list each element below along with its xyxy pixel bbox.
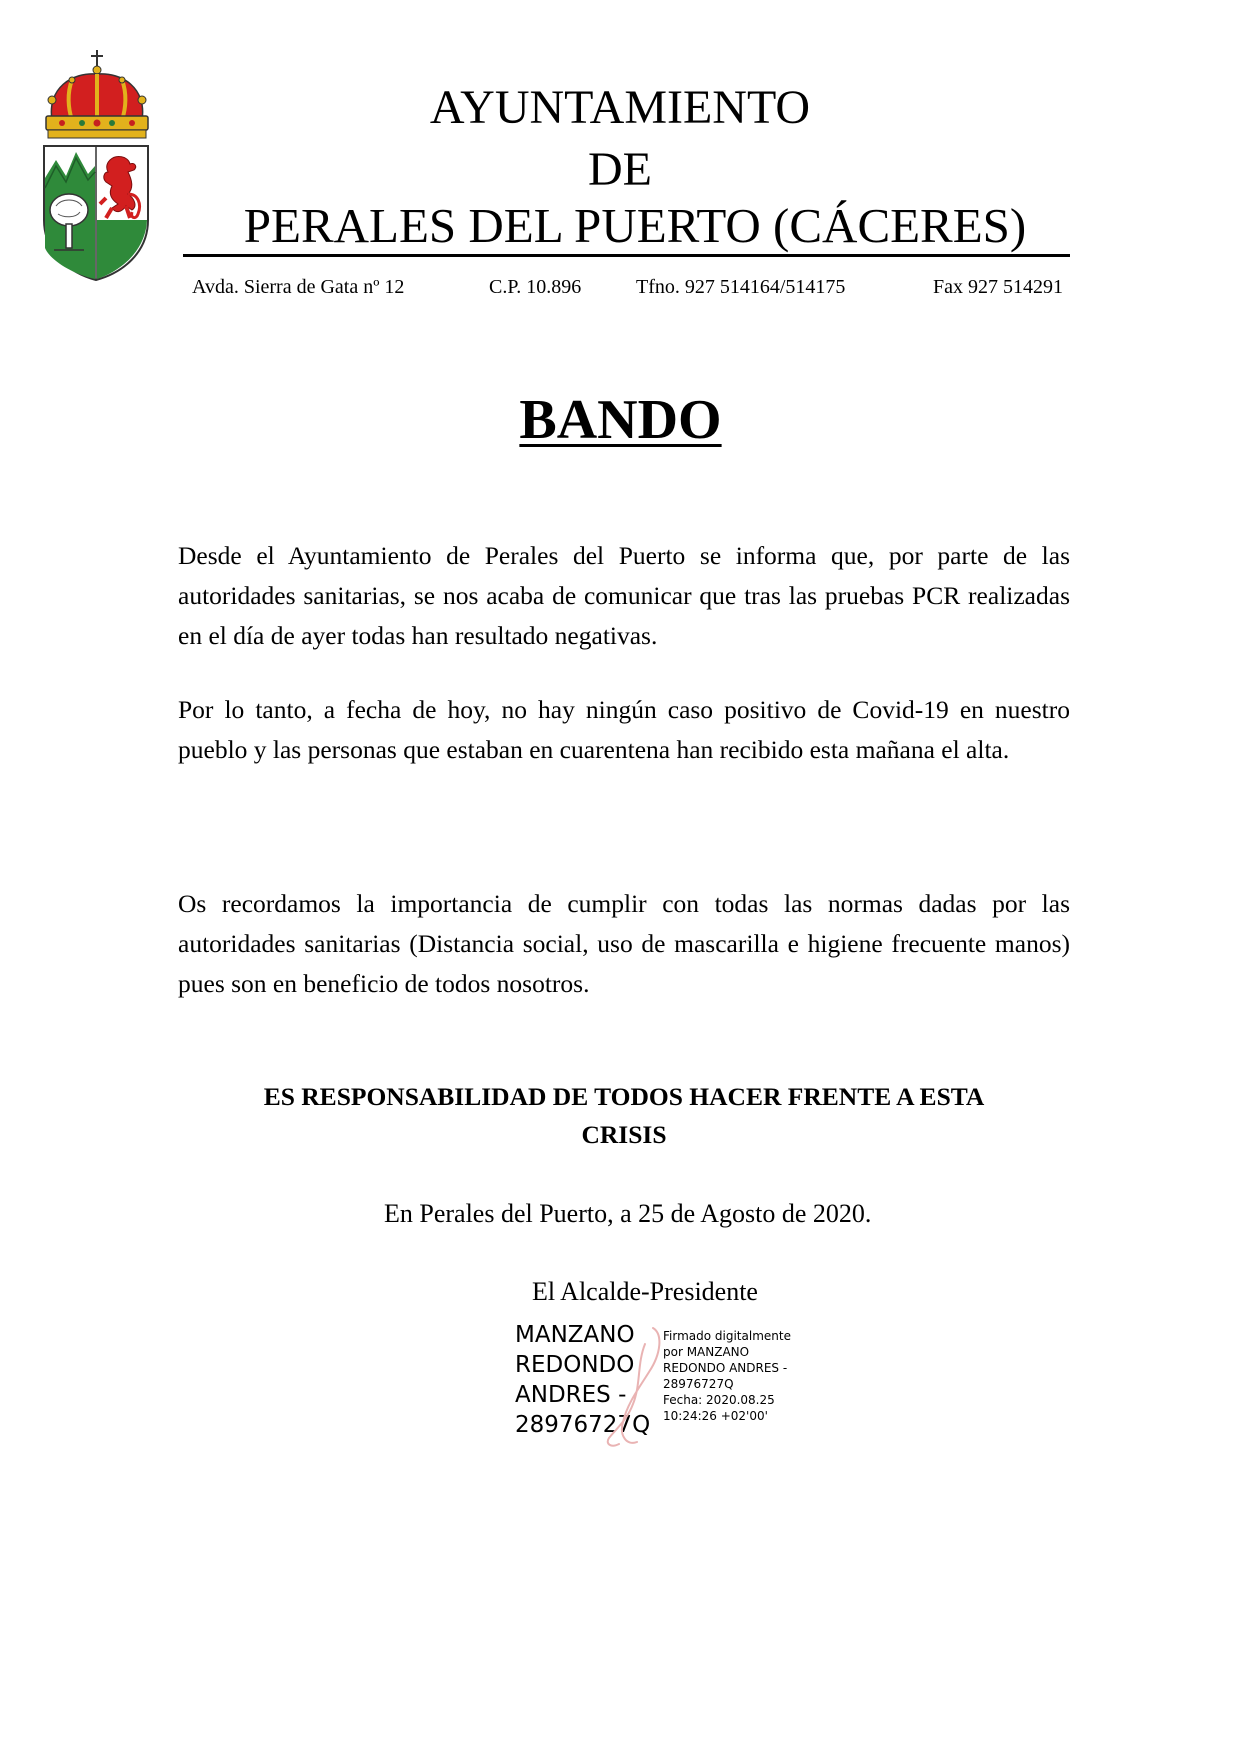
signature-detail-line: REDONDO ANDRES - bbox=[663, 1361, 788, 1375]
signature-name-line: REDONDO bbox=[515, 1352, 635, 1378]
slogan-line2: CRISIS bbox=[581, 1120, 667, 1149]
header-divider bbox=[183, 254, 1070, 257]
fax-text: Fax 927 514291 bbox=[933, 276, 1063, 298]
postal-code-text: C.P. 10.896 bbox=[489, 276, 582, 298]
crown-icon bbox=[46, 50, 148, 138]
coat-of-arms-icon bbox=[42, 48, 172, 288]
signature-detail-line: 28976727Q bbox=[663, 1377, 734, 1391]
signature-detail-line: Firmado digitalmente bbox=[663, 1329, 791, 1343]
responsibility-slogan bbox=[178, 1078, 1070, 1154]
signature-name-line: 28976727Q bbox=[515, 1412, 651, 1438]
document-title-text: BANDO bbox=[519, 389, 722, 451]
paragraph-pcr-results: Desde el Ayuntamiento de Perales del Puerto se informa que, por parte de las autoridades sanitarias, se nos acaba de comunicar que tras las pruebas PCR realizadas en el día de ayer todas han resultado negativas. bbox=[178, 541, 1070, 650]
signature-name-line: MANZANO bbox=[515, 1322, 635, 1348]
digital-signature bbox=[515, 1320, 815, 1450]
signer-role: El Alcalde-Presidente bbox=[532, 1277, 758, 1306]
municipality-title-line1: AYUNTAMIENTO bbox=[429, 81, 811, 134]
signature-detail-line: 10:24:26 +02'00' bbox=[663, 1409, 768, 1423]
paragraph-no-cases: Por lo tanto, a fecha de hoy, no hay ningún caso positivo de Covid-19 en nuestro pueblo y las personas que estaban en cuarentena han recibido esta mañana el alta. bbox=[178, 695, 1070, 764]
signature-name-line: ANDRES - bbox=[515, 1382, 627, 1408]
document-title bbox=[0, 388, 1241, 452]
signature-detail-line: por MANZANO bbox=[663, 1345, 750, 1359]
phone-text: Tfno. 927 514164/514175 bbox=[636, 276, 846, 298]
signature-detail-line: Fecha: 2020.08.25 bbox=[663, 1393, 775, 1407]
signature-details bbox=[663, 1328, 791, 1424]
address-text: Avda. Sierra de Gata nº 12 bbox=[192, 276, 405, 298]
paragraph-reminder: Os recordamos la importancia de cumplir con todas las normas dadas por las autoridades sanitarias (Distancia social, uso de mascarilla e higiene frecuente manos) pues son en beneficio de todos nosotros. bbox=[178, 889, 1070, 998]
municipality-title-line2: DE bbox=[588, 143, 652, 196]
municipality-title-line3: PERALES DEL PUERTO (CÁCERES) bbox=[243, 198, 1027, 253]
slogan-line1: ES RESPONSABILIDAD DE TODOS HACER FRENTE A ESTA bbox=[263, 1082, 985, 1111]
place-date-line: En Perales del Puerto, a 25 de Agosto de 2020. bbox=[384, 1199, 872, 1228]
